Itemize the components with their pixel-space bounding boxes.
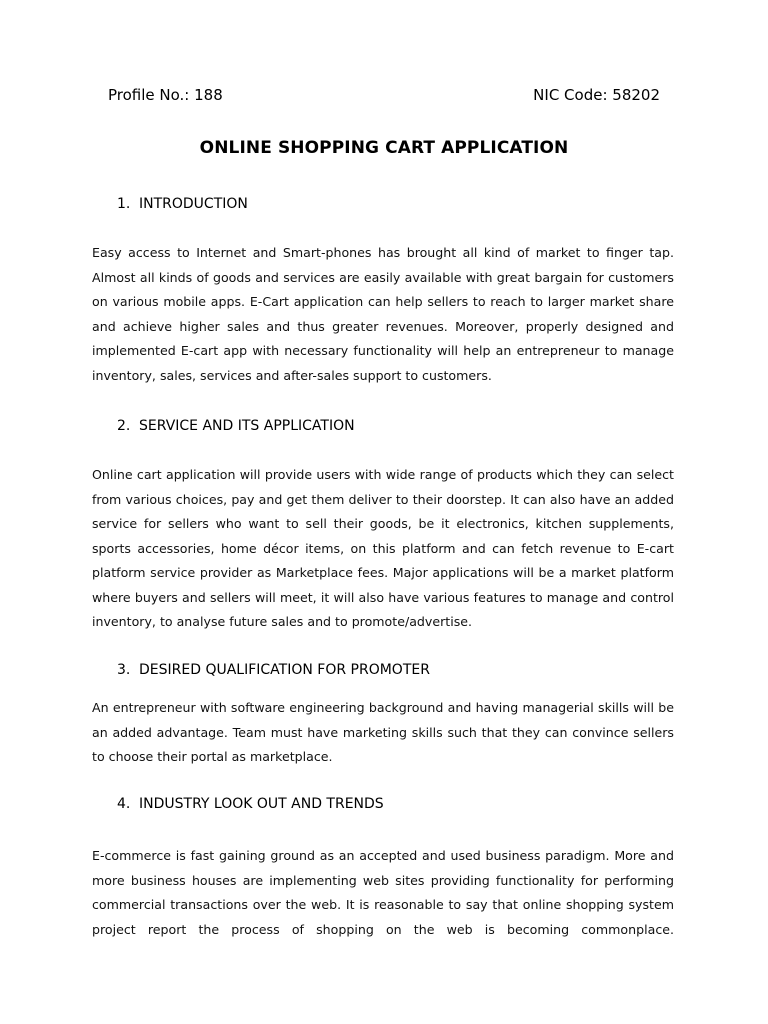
section-title: INDUSTRY LOOK OUT AND TRENDS <box>139 796 384 812</box>
section-number: 2. <box>117 418 131 434</box>
nic-code: NIC Code: 58202 <box>533 86 660 104</box>
section-title: INTRODUCTION <box>139 196 248 212</box>
section-body-industry: E-commerce is fast gaining ground as an accepted and used business paradigm. More and more business houses are implementing web sites providing functionality for performing commercial transactions over the web. It is reasonable to say that online shopping system project report the process of shopping on the web is becoming commonplace. <box>92 848 674 937</box>
section-title: SERVICE AND ITS APPLICATION <box>139 418 355 434</box>
section-heading-service <box>117 418 355 434</box>
document-title: ONLINE SHOPPING CART APPLICATION <box>199 138 569 158</box>
section-body-qualification: An entrepreneur with software engineering background and having managerial skills will be an added advantage. Team must have marketing skills such that they can convince sellers to choose their portal as marketplace. <box>92 700 674 764</box>
section-heading-industry <box>117 796 384 812</box>
profile-number: Profile No.: 188 <box>108 86 223 104</box>
section-body-service: Online cart application will provide users with wide range of products which they can select from various choices, pay and get them deliver to their doorstep. It can also have an added service for sellers who want to sell their goods, be it electronics, kitchen supplements, sports accessories, home décor items, on this platform and can fetch revenue to E-cart platform service provider as Marketplace fees. Major applications will be a market platform where buyers and sellers will meet, it will also have various features to manage and control inventory, to analyse future sales and to promote/advertise. <box>92 467 674 629</box>
section-heading-qualification <box>117 662 430 678</box>
section-number: 4. <box>117 796 131 812</box>
section-number: 1. <box>117 196 131 212</box>
section-title: DESIRED QUALIFICATION FOR PROMOTER <box>139 662 430 678</box>
header-row <box>108 86 660 108</box>
section-body-introduction: Easy access to Internet and Smart-phones has brought all kind of market to finger tap. Almost all kinds of goods and services are easily available with great bargain for customers on various mobile apps. E-Cart application can help sellers to reach to larger market share and achieve higher sales and thus greater revenues. Moreover, properly designed and implemented E-cart app with necessary functionality will help an entrepreneur to manage inventory, sales, services and after-sales support to customers. <box>92 245 674 383</box>
section-heading-introduction <box>117 196 248 212</box>
section-number: 3. <box>117 662 131 678</box>
